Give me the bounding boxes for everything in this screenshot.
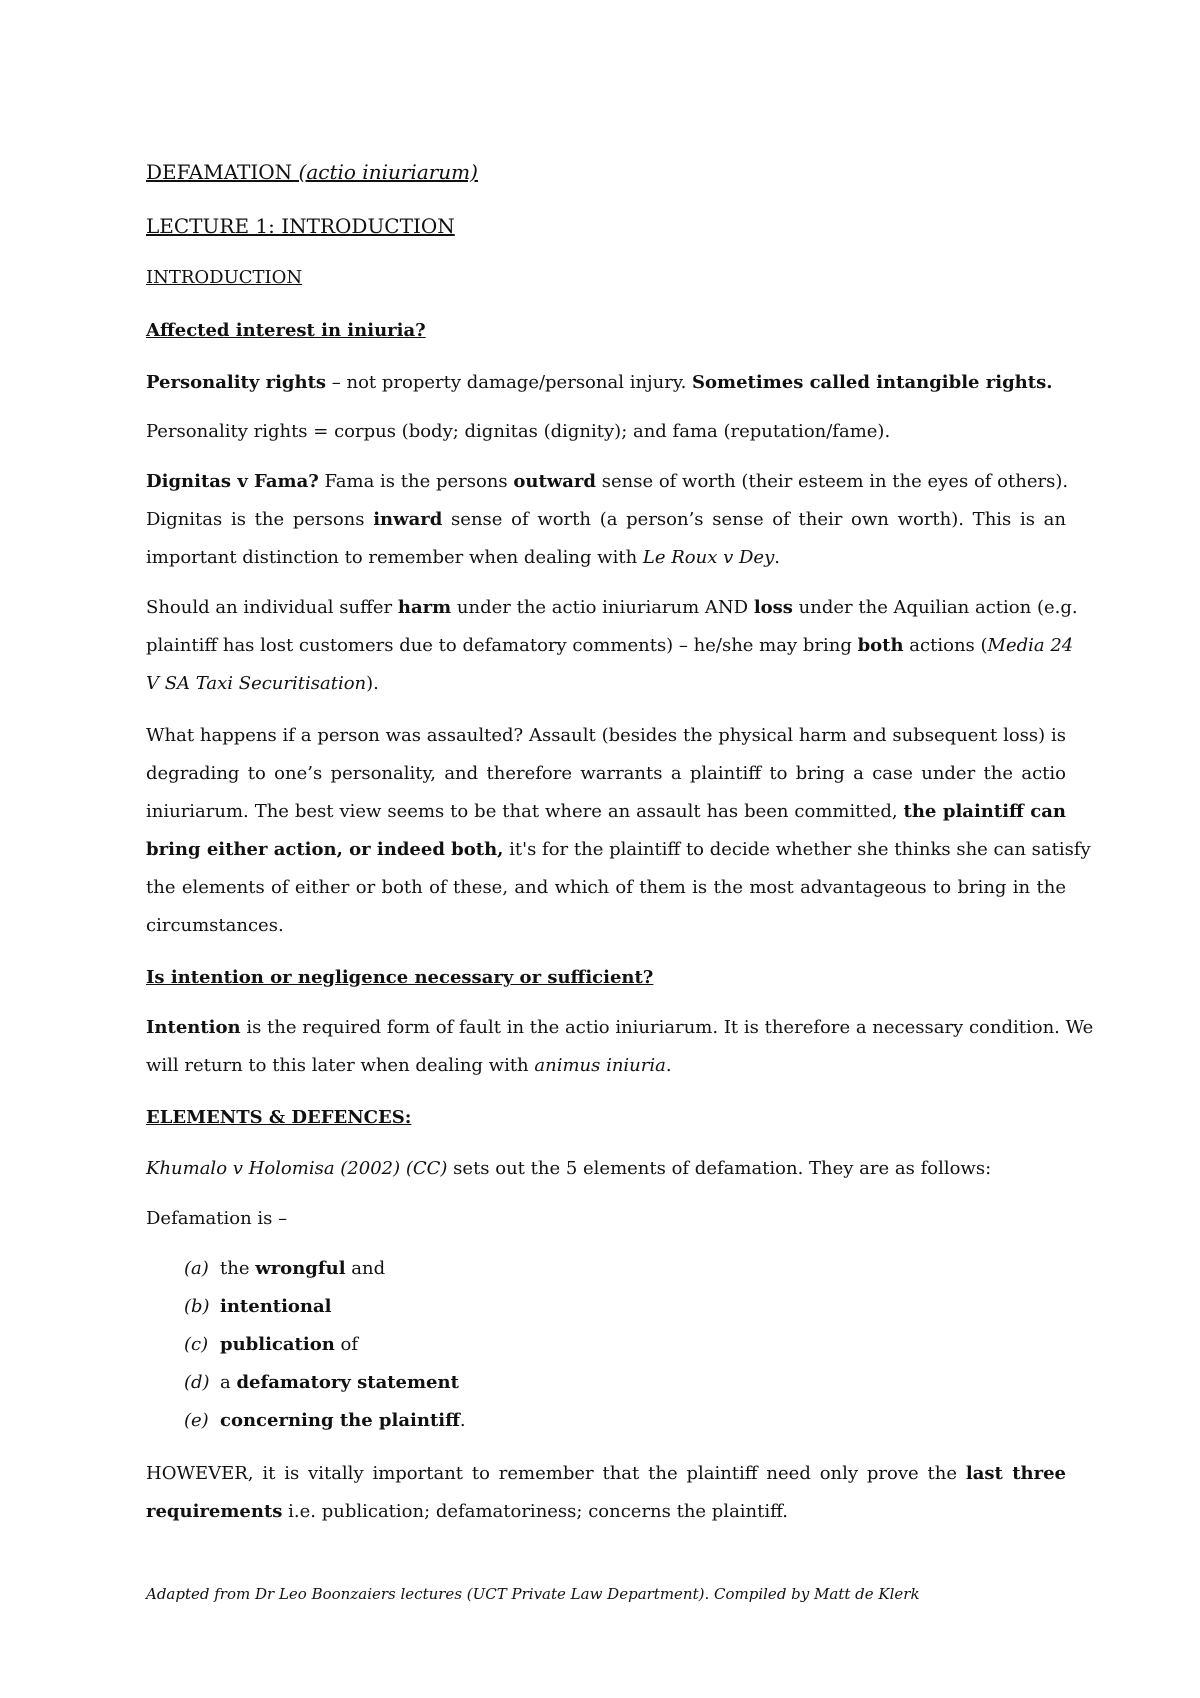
text-line <box>146 800 1066 824</box>
text-line: circumstances. <box>146 915 284 936</box>
text-line <box>146 634 1074 658</box>
bold-text: Intention <box>146 1017 241 1038</box>
bold-text: defamatory statement <box>236 1372 459 1393</box>
bold-text: bring either action, or indeed both, <box>146 839 504 860</box>
text-line: degrading to one’s personality, and therefore warrants a plaintiff to bring a case under the actio <box>146 763 1066 784</box>
question-heading-intention <box>146 966 653 990</box>
text-line <box>146 1054 672 1078</box>
bold-text: last three <box>965 1463 1066 1484</box>
list-label: (e) <box>184 1410 209 1431</box>
heading-text: ELEMENTS & DEFENCES: <box>146 1107 412 1128</box>
text: ). <box>366 673 379 694</box>
text-line <box>146 546 780 570</box>
text: HOWEVER, it is vitally important to remember that the plaintiff need only prove the <box>146 1463 966 1484</box>
text: under the Aquilian action (e.g. <box>792 597 1078 618</box>
text-line <box>146 838 1091 862</box>
text: Dignitas is the persons <box>146 509 374 530</box>
case-name: Media 24 <box>987 635 1074 656</box>
text: . <box>665 1055 672 1076</box>
paragraph-personality-rights <box>146 371 1052 395</box>
text: important distinction to remember when dealing with <box>146 547 643 568</box>
text-line <box>146 1016 1094 1040</box>
text-line: the elements of either or both of these, and which of them is the most advantageous to bring in the <box>146 877 1066 898</box>
document-title <box>146 160 478 184</box>
lecture-heading: LECTURE 1: INTRODUCTION <box>146 214 455 238</box>
case-name: V SA Taxi Securitisation <box>146 673 367 694</box>
bold-text: inward <box>373 509 443 530</box>
list-item <box>184 1333 358 1357</box>
text: is the required form of fault in the actio iniuriarum. It is therefore a necessary condition. We <box>240 1017 1094 1038</box>
question-text: Affected interest in iniuria? <box>146 320 426 341</box>
list-label: (c) <box>184 1334 209 1355</box>
section-heading-introduction: INTRODUCTION <box>146 267 303 288</box>
list-label: (b) <box>184 1296 210 1317</box>
list-item <box>184 1409 466 1433</box>
case-name: Le Roux v Dey <box>642 547 775 568</box>
question-heading-affected-interest <box>146 319 426 343</box>
text: iniuriarum. The best view seems to be that where an assault has been committed, <box>146 801 904 822</box>
page-footer: Adapted from Dr Leo Boonzaiers lectures (UCT Private Law Department). Compiled by Matt de Klerk <box>146 1585 920 1603</box>
bold-text: Dignitas v Fama? <box>146 471 319 492</box>
text-line <box>146 1500 788 1524</box>
section-heading-elements <box>146 1106 411 1130</box>
list-item <box>184 1371 459 1395</box>
bold-text: Sometimes called intangible rights. <box>692 372 1053 393</box>
paragraph-defamation-is: Defamation is – <box>146 1208 288 1229</box>
bold-text: the plaintiff can <box>903 801 1066 822</box>
text: . <box>459 1410 466 1431</box>
bold-text: concerning the plaintiff <box>220 1410 460 1431</box>
paragraph-personality-definition: Personality rights = corpus (body; dignitas (dignity); and fama (reputation/fame). <box>146 421 891 442</box>
text: sense of worth (a person’s sense of their own worth). This is an <box>442 509 1066 530</box>
title-text: DEFAMATION <box>146 160 299 184</box>
bold-text: outward <box>513 471 596 492</box>
text: Should an individual suffer <box>146 597 398 618</box>
list-label: (d) <box>184 1372 210 1393</box>
case-name: Khumalo v Holomisa (2002) (CC) <box>146 1158 448 1179</box>
text-line <box>146 470 1069 494</box>
text: Fama is the persons <box>318 471 514 492</box>
text: it's for the plaintiff to decide whether she thinks she can satisfy <box>503 839 1091 860</box>
text-line <box>146 596 1078 620</box>
title-italic: (actio iniuriarum) <box>298 160 478 184</box>
list-item <box>184 1257 385 1281</box>
bold-text: loss <box>753 597 793 618</box>
bold-text: requirements <box>146 1501 283 1522</box>
text: of <box>334 1334 359 1355</box>
text-line <box>146 1462 1066 1486</box>
text: plaintiff has lost customers due to defamatory comments) – he/she may bring <box>146 635 858 656</box>
bold-text: wrongful <box>255 1258 346 1279</box>
text-line <box>146 508 1066 532</box>
bold-text: Personality rights <box>146 372 327 393</box>
italic-term: animus iniuria <box>534 1055 666 1076</box>
text: the <box>220 1258 256 1279</box>
text: sets out the 5 elements of defamation. They are as follows: <box>447 1158 992 1179</box>
text: a <box>220 1372 237 1393</box>
text: . <box>774 547 780 568</box>
text-line: What happens if a person was assaulted? Assault (besides the physical harm and subsequent loss) is <box>146 725 1066 746</box>
bold-text: intentional <box>220 1296 332 1317</box>
paragraph-khumalo <box>146 1157 991 1181</box>
question-text: Is intention or negligence necessary or sufficient? <box>146 967 654 988</box>
list-label: (a) <box>184 1258 209 1279</box>
text: – not property damage/personal injury. <box>326 372 693 393</box>
text: will return to this later when dealing with <box>146 1055 535 1076</box>
text: sense of worth (their esteem in the eyes of others). <box>596 471 1069 492</box>
bold-text: publication <box>220 1334 335 1355</box>
text: under the actio iniuriarum AND <box>451 597 754 618</box>
list-item <box>184 1295 332 1319</box>
bold-text: harm <box>397 597 452 618</box>
text-line <box>146 672 379 696</box>
text: actions ( <box>903 635 988 656</box>
text: and <box>345 1258 386 1279</box>
text: i.e. publication; defamatoriness; concerns the plaintiff. <box>282 1501 789 1522</box>
bold-text: both <box>857 635 904 656</box>
